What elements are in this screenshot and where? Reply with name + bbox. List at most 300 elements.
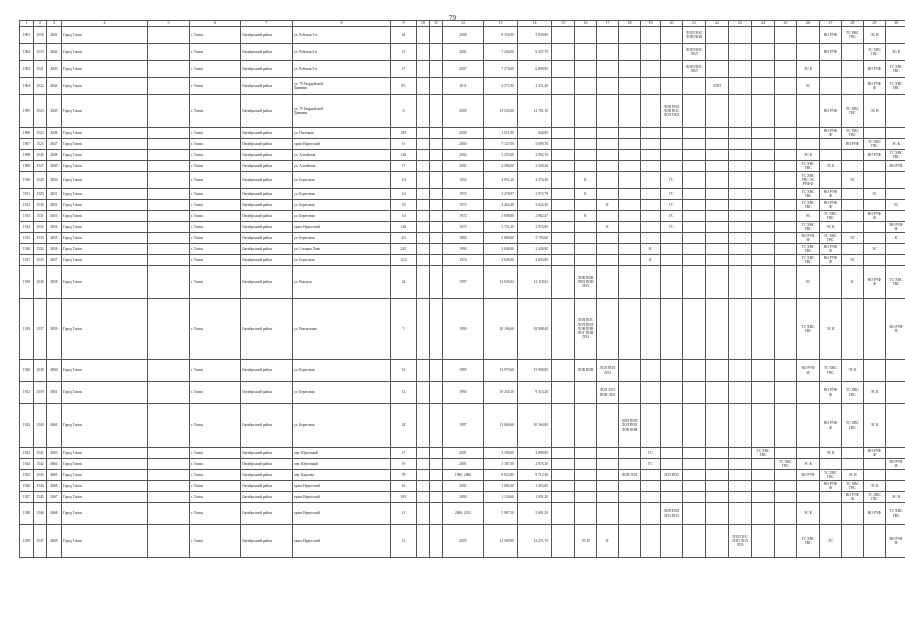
table-cell: Город Томск — [62, 233, 148, 244]
table-cell — [552, 492, 575, 503]
column-number: 26 — [797, 21, 820, 27]
table-cell — [641, 470, 661, 481]
table-cell: ТС ХВС ГВС — [842, 382, 864, 404]
table-cell: 5 681,20 — [518, 503, 552, 525]
table-cell: ВО РУФ Ф — [820, 189, 842, 200]
table-cell — [430, 404, 443, 448]
table-cell: 1911 — [20, 189, 34, 200]
table-cell — [886, 95, 905, 128]
table-cell — [729, 459, 752, 470]
table-cell: 1907 — [20, 139, 34, 150]
table-cell: 2 875,30 — [518, 459, 552, 470]
table-row — [20, 78, 905, 95]
table-cell — [729, 492, 752, 503]
table-cell — [148, 404, 190, 448]
table-cell: ВО РУФ Ф — [820, 404, 842, 448]
table-row — [20, 161, 905, 172]
table-cell — [552, 255, 575, 266]
table-row — [20, 200, 905, 211]
table-cell: г. Томск — [190, 78, 241, 95]
table-cell: ТС ХВС ГВС — [864, 44, 886, 61]
table-cell — [706, 382, 729, 404]
table-cell: ЭС — [864, 244, 886, 255]
column-number: 1 — [20, 21, 34, 27]
table-cell — [575, 404, 597, 448]
table-cell: 18/1 — [391, 128, 417, 139]
table-cell: 1/3 — [391, 172, 417, 189]
table-cell — [417, 255, 430, 266]
table-cell — [430, 27, 443, 44]
table-cell: г. Томск — [190, 200, 241, 211]
table-row — [20, 233, 905, 244]
table-row — [20, 255, 905, 266]
table-cell — [417, 172, 430, 189]
table-cell — [552, 525, 575, 558]
table-cell — [752, 525, 775, 558]
table-cell — [641, 233, 661, 244]
table-cell — [148, 27, 190, 44]
table-cell — [148, 189, 190, 200]
table-cell — [661, 299, 683, 360]
table-cell: 1/2 — [391, 189, 417, 200]
table-cell — [417, 266, 430, 299]
table-cell: Город Томск — [62, 27, 148, 44]
table-cell — [417, 78, 430, 95]
table-cell — [597, 448, 619, 459]
table-cell: ЭС — [842, 233, 864, 244]
table-cell — [552, 299, 575, 360]
table-cell: ТС ХВС ГВС — [886, 266, 905, 299]
table-cell — [552, 448, 575, 459]
table-cell — [430, 95, 443, 128]
table-cell — [797, 139, 820, 150]
table-cell: 24/1 — [391, 244, 417, 255]
column-number: 30 — [886, 21, 905, 27]
table-cell — [683, 299, 706, 360]
table-cell: 1546 — [34, 503, 47, 525]
table-cell — [619, 233, 641, 244]
table-cell: 24 — [391, 404, 417, 448]
table-cell: Город Томск — [62, 503, 148, 525]
table-row — [20, 61, 905, 78]
table-cell: Город Томск — [62, 299, 148, 360]
table-cell: тракт Иркутский — [293, 222, 391, 233]
table-cell — [706, 189, 729, 200]
table-cell — [886, 448, 905, 459]
table-cell: ТС ХВС ГВС — [797, 525, 820, 558]
table-cell — [729, 211, 752, 222]
table-cell — [683, 266, 706, 299]
table-cell — [430, 492, 443, 503]
table-cell: Город Томск — [62, 382, 148, 404]
table-cell: ВО РУФ Ф — [820, 255, 842, 266]
table-cell — [820, 503, 842, 525]
column-number: 20 — [661, 21, 683, 27]
table-cell — [661, 61, 683, 78]
table-cell — [552, 470, 575, 481]
table-cell: 1985 — [443, 360, 484, 382]
table-cell: Октябрьский район — [241, 244, 293, 255]
table-cell: 17 — [391, 448, 417, 459]
table-cell — [820, 459, 842, 470]
table-cell — [552, 27, 575, 44]
table-cell: г. Томск — [190, 61, 241, 78]
table-cell — [752, 189, 775, 200]
table-cell — [886, 255, 905, 266]
table-cell: 1902 — [20, 44, 34, 61]
table-cell — [706, 503, 729, 525]
table-cell: 1927 — [20, 492, 34, 503]
table-cell — [619, 448, 641, 459]
table-cell: ул. Вокзальная — [293, 299, 391, 360]
table-cell — [729, 503, 752, 525]
table-cell: 2004 — [443, 139, 484, 150]
table-cell: г. Томск — [190, 44, 241, 61]
table-row — [20, 172, 905, 189]
column-number: 27 — [820, 21, 842, 27]
table-cell: 1920 — [20, 360, 34, 382]
table-cell: Город Томск — [62, 266, 148, 299]
table-cell: ТС ХВС ГВС — [797, 255, 820, 266]
table-cell: 1540 — [34, 404, 47, 448]
table-cell — [752, 360, 775, 382]
table-cell — [619, 200, 641, 211]
table-cell — [752, 27, 775, 44]
table-cell — [148, 128, 190, 139]
table-cell: ЛОЛ ПОЛ ЛОЗ — [597, 360, 619, 382]
table-cell — [775, 161, 797, 172]
table-cell: 1972 — [443, 211, 484, 222]
table-cell: 3 278,97 — [484, 189, 518, 200]
table-cell: ЭС К — [820, 161, 842, 172]
table-cell — [552, 139, 575, 150]
table-cell — [661, 150, 683, 161]
table-row — [20, 492, 905, 503]
table-cell: 1 453,00 — [518, 481, 552, 492]
table-cell: 6 — [391, 95, 417, 128]
table-cell — [706, 470, 729, 481]
table-cell: 6 507,70 — [518, 44, 552, 61]
table-cell — [552, 459, 575, 470]
table-cell — [752, 150, 775, 161]
table-cell: ЭС К — [864, 481, 886, 492]
table-cell: 1918 — [20, 266, 34, 299]
table-cell — [430, 244, 443, 255]
table-cell — [729, 139, 752, 150]
table-cell — [683, 161, 706, 172]
table-cell: 2001 — [443, 448, 484, 459]
table-cell — [864, 255, 886, 266]
table-cell — [683, 448, 706, 459]
table-cell: ВО РУФ Ф — [864, 78, 886, 95]
table-cell: 1922 — [20, 404, 34, 448]
table-cell — [148, 382, 190, 404]
table-cell: 5 793,60 — [518, 233, 552, 244]
table-cell: Октябрьский район — [241, 266, 293, 299]
table-cell — [886, 128, 905, 139]
table-cell: 1533 — [34, 233, 47, 244]
table-cell — [775, 244, 797, 255]
table-cell: ТС ХВС ГВС — [886, 78, 905, 95]
table-cell: 1547 — [34, 525, 47, 558]
table-cell — [706, 44, 729, 61]
table-cell: 1518 — [34, 27, 47, 44]
table-cell: 16 — [391, 360, 417, 382]
table-cell: 5 699,70 — [518, 139, 552, 150]
table-cell: г. Томск — [190, 139, 241, 150]
table-cell — [641, 161, 661, 172]
table-cell — [729, 172, 752, 189]
table-cell: Город Томск — [62, 404, 148, 448]
table-cell — [148, 161, 190, 172]
table-cell: ЛОЗ ПОЗ — [661, 470, 683, 481]
table-cell — [842, 44, 864, 61]
table-cell: 15 — [391, 139, 417, 150]
table-cell: 2 449,90 — [518, 244, 552, 255]
table-cell — [706, 481, 729, 492]
table-cell: ЛОП ПОС ЛОЛ — [683, 44, 706, 61]
table-cell — [706, 299, 729, 360]
table-cell — [842, 200, 864, 211]
table-cell: г. Томск — [190, 503, 241, 525]
table-cell: ГС — [641, 459, 661, 470]
table-cell: ВО РУФ Ф — [820, 200, 842, 211]
table-cell — [752, 255, 775, 266]
table-cell: пер. Юрточный — [293, 459, 391, 470]
table-cell: 4846 — [47, 128, 62, 139]
table-cell: 4845 — [47, 95, 62, 128]
table-cell: 1913 — [20, 211, 34, 222]
table-cell: 12 569,90 — [484, 525, 518, 558]
table-cell — [597, 244, 619, 255]
table-cell — [148, 360, 190, 382]
table-cell — [552, 503, 575, 525]
table-cell: 9 923,80 — [484, 470, 518, 481]
table-row — [20, 404, 905, 448]
table-cell: Октябрьский район — [241, 44, 293, 61]
table-cell — [575, 161, 597, 172]
table-cell — [148, 139, 190, 150]
table-cell — [729, 61, 752, 78]
table-cell: 3 622,30 — [518, 200, 552, 211]
table-cell — [552, 266, 575, 299]
table-cell: Октябрьский район — [241, 404, 293, 448]
table-cell — [148, 448, 190, 459]
table-cell: ул. Рабочая 3-я — [293, 61, 391, 78]
table-row — [20, 128, 905, 139]
column-number: 25 — [775, 21, 797, 27]
table-cell: 4868 — [47, 503, 62, 525]
table-cell: г. Томск — [190, 360, 241, 382]
table-cell — [683, 139, 706, 150]
table-cell: г. Томск — [190, 382, 241, 404]
table-cell: 2 972,79 — [518, 189, 552, 200]
table-cell — [575, 139, 597, 150]
table-cell: Город Томск — [62, 139, 148, 150]
table-cell: Октябрьский район — [241, 161, 293, 172]
table-cell — [641, 44, 661, 61]
table-cell — [729, 470, 752, 481]
table-cell: 5 880,00 — [484, 233, 518, 244]
table-cell — [597, 459, 619, 470]
table-cell: 2001 — [443, 44, 484, 61]
column-number: 17 — [597, 21, 619, 27]
table-cell: 1521 — [34, 61, 47, 78]
table-cell: 1523 — [34, 95, 47, 128]
table-cell — [683, 360, 706, 382]
table-cell — [661, 492, 683, 503]
table-cell — [552, 382, 575, 404]
table-cell — [752, 503, 775, 525]
table-cell: 1525 — [34, 139, 47, 150]
table-cell: 1530 — [34, 200, 47, 211]
table-cell: 11 064,60 — [484, 404, 518, 448]
table-cell — [683, 189, 706, 200]
table-cell — [619, 44, 641, 61]
table-cell: 3 374,30 — [518, 172, 552, 189]
table-cell: ВО РУФ Ф — [820, 382, 842, 404]
table-cell — [575, 78, 597, 95]
table-cell — [619, 211, 641, 222]
table-cell — [842, 189, 864, 200]
table-cell — [775, 150, 797, 161]
table-row — [20, 211, 905, 222]
table-cell: 12/2 — [391, 255, 417, 266]
table-cell — [729, 150, 752, 161]
table-cell: ТС ХВС ГВС — [864, 492, 886, 503]
table-cell: ГС — [661, 189, 683, 200]
table-cell — [706, 139, 729, 150]
table-cell — [683, 150, 706, 161]
table-cell — [552, 128, 575, 139]
table-cell: 2007 — [443, 61, 484, 78]
table-cell: 1522 — [34, 78, 47, 95]
table-cell — [886, 244, 905, 255]
column-number: 10 — [417, 21, 430, 27]
table-cell: ГС — [661, 172, 683, 189]
table-cell — [148, 492, 190, 503]
table-cell: ВО РУФ Ф — [820, 481, 842, 492]
table-cell — [775, 382, 797, 404]
table-cell — [641, 95, 661, 128]
table-cell — [752, 382, 775, 404]
table-cell — [775, 189, 797, 200]
table-cell — [752, 222, 775, 233]
table-cell: 4850 — [47, 172, 62, 189]
table-cell: 1519 — [34, 44, 47, 61]
table-cell: 13 979,60 — [484, 360, 518, 382]
table-cell — [775, 255, 797, 266]
table-cell: ВО РУФ Ф — [820, 244, 842, 255]
table-cell: 1997 — [443, 404, 484, 448]
table-cell: 4863 — [47, 448, 62, 459]
table-cell — [552, 95, 575, 128]
table-row — [20, 244, 905, 255]
table-cell — [575, 27, 597, 44]
table-cell: 15 545,00 — [484, 95, 518, 128]
table-cell: Город Томск — [62, 481, 148, 492]
table-cell: 2 862,37 — [518, 211, 552, 222]
table-cell: ул. Береговая — [293, 360, 391, 382]
table-cell — [597, 95, 619, 128]
table-cell: 2 349,20 — [518, 161, 552, 172]
table-cell — [597, 266, 619, 299]
table-cell — [797, 481, 820, 492]
table-cell: г. Томск — [190, 459, 241, 470]
table-cell — [661, 525, 683, 558]
table-cell — [775, 492, 797, 503]
table-cell: 126 — [391, 150, 417, 161]
table-cell — [597, 189, 619, 200]
column-number: 6 — [190, 21, 241, 27]
table-cell: ЭС Н — [575, 525, 597, 558]
table-cell — [706, 492, 729, 503]
table-cell — [417, 222, 430, 233]
table-cell — [552, 200, 575, 211]
table-cell — [641, 382, 661, 404]
table-cell — [864, 470, 886, 481]
table-cell: ВО РУФ — [864, 150, 886, 161]
table-cell — [575, 481, 597, 492]
table-cell: 11 — [391, 503, 417, 525]
table-row — [20, 503, 905, 525]
table-cell: ТС ХВС ГВС — [797, 161, 820, 172]
table-cell — [575, 200, 597, 211]
table-cell: Октябрьский район — [241, 128, 293, 139]
table-cell — [597, 503, 619, 525]
table-cell — [430, 78, 443, 95]
table-cell — [683, 459, 706, 470]
table-cell: ЭС — [797, 266, 820, 299]
table-cell: ТС ХВС ГВС — [797, 222, 820, 233]
table-cell — [575, 150, 597, 161]
table-cell — [552, 404, 575, 448]
table-cell: 2 693,80 — [518, 255, 552, 266]
table-cell — [775, 233, 797, 244]
table-cell — [729, 128, 752, 139]
table-cell: ул. Береговая — [293, 211, 391, 222]
table-cell — [752, 211, 775, 222]
table-cell — [661, 233, 683, 244]
table-cell: ВО РУФ Ф — [864, 448, 886, 459]
table-cell: 2 571,90 — [484, 78, 518, 95]
table-cell: 3 046,90 — [484, 244, 518, 255]
table-cell: 5 930,80 — [518, 27, 552, 44]
table-cell: г. Томск — [190, 481, 241, 492]
table-cell: 4861 — [47, 382, 62, 404]
table-cell — [842, 299, 864, 360]
table-cell — [417, 481, 430, 492]
table-cell: К — [575, 189, 597, 200]
table-cell: г. Томск — [190, 211, 241, 222]
table-cell — [886, 189, 905, 200]
table-cell: ЛОП ПОЛ ЛОЗ ПОЗ — [661, 503, 683, 525]
table-cell: 2005 — [443, 525, 484, 558]
table-cell — [683, 255, 706, 266]
table-cell — [641, 360, 661, 382]
table-cell: 1904 — [20, 78, 34, 95]
table-cell — [148, 150, 190, 161]
table-cell — [752, 266, 775, 299]
table-cell — [729, 481, 752, 492]
table-cell: г. Томск — [190, 492, 241, 503]
table-cell: 17 — [391, 161, 417, 172]
table-cell: ТС ХВС ГВС — [842, 404, 864, 448]
table-cell: 3 190,00 — [484, 448, 518, 459]
table-cell — [775, 27, 797, 44]
table-cell — [797, 404, 820, 448]
table-cell: 24 — [391, 266, 417, 299]
